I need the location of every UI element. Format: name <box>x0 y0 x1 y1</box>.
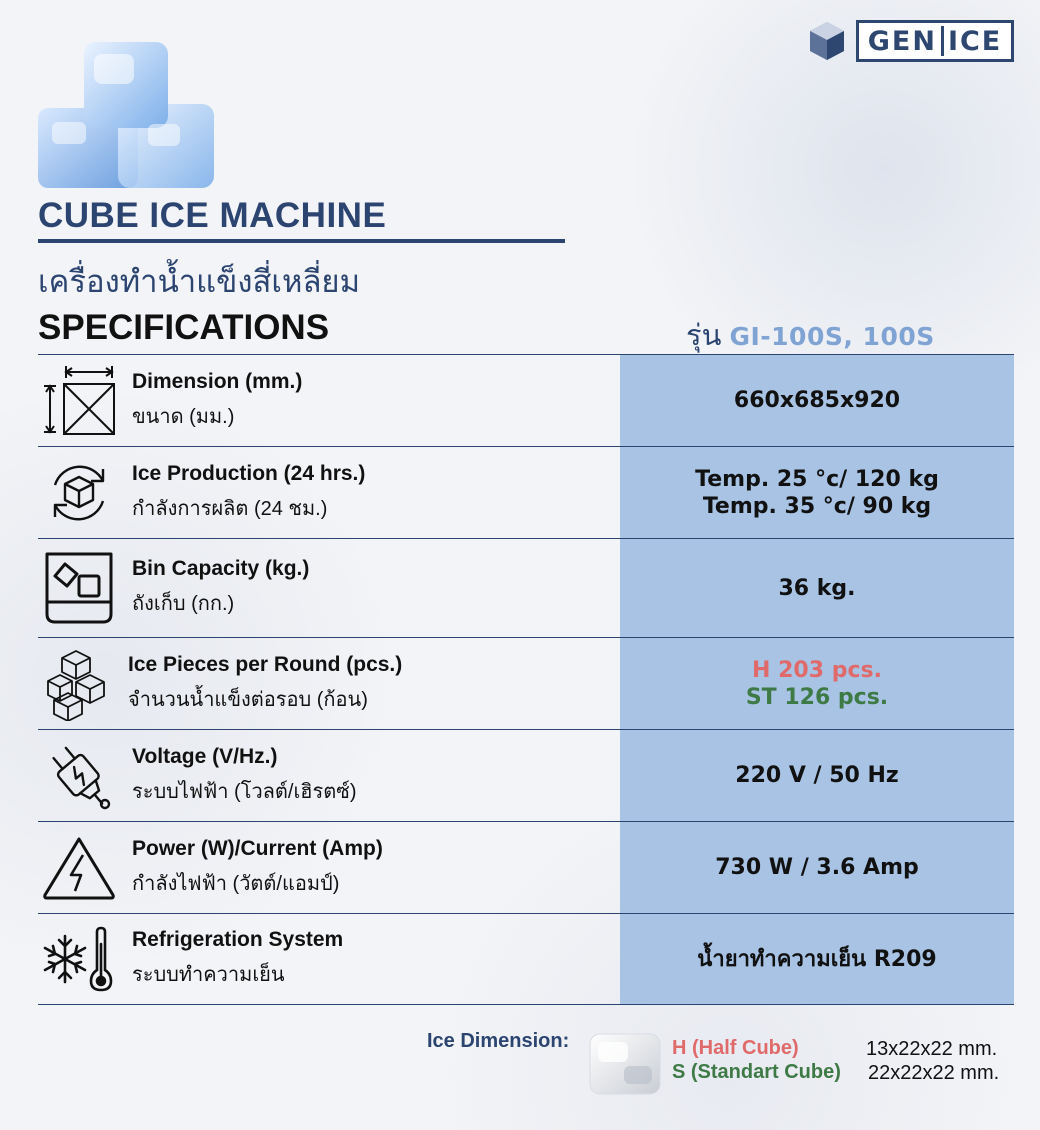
ice-cubes-icon <box>40 644 118 724</box>
spec-label-th: ขนาด (มม.) <box>132 405 235 428</box>
spec-label-en: Refrigeration System <box>132 928 344 951</box>
logo-text-ice: ICE <box>947 25 1003 57</box>
spec-label-th: กำลังไฟฟ้า (วัตต์/แอมป์) <box>132 872 340 895</box>
spec-value-half-cube: H 203 pcs. <box>752 657 882 683</box>
spec-row-power <box>38 821 1014 913</box>
spec-label-cell <box>38 355 620 446</box>
dimension-box-icon <box>40 361 118 441</box>
hexagon-cube-logo-icon <box>806 20 848 62</box>
spec-table <box>38 354 1014 1005</box>
spec-row-ice-production <box>38 446 1014 538</box>
spec-label-en: Ice Production (24 hrs.) <box>132 461 366 485</box>
spec-label-en: Power (W)/Current (Amp) <box>132 836 383 860</box>
logo-wordmark <box>856 20 1014 62</box>
high-voltage-icon <box>40 828 118 908</box>
spec-value: 220 V / 50 Hz <box>735 763 899 788</box>
model-number <box>686 312 935 358</box>
ice-bin-icon <box>40 548 118 628</box>
model-prefix: รุ่น <box>686 320 722 352</box>
spec-value-35c: Temp. 35 °c/ 90 kg <box>702 493 932 519</box>
title-underline <box>38 239 565 243</box>
spec-value-cell <box>620 914 1014 1004</box>
spec-value-cell <box>620 730 1014 821</box>
genice-logo <box>806 20 1014 62</box>
spec-label-th: ระบบไฟฟ้า (โวลต์/เฮิรตซ์) <box>132 780 357 803</box>
specifications-heading: SPECIFICATIONS <box>38 308 330 347</box>
ice-cycle-icon <box>40 453 118 533</box>
spec-value-25c: Temp. 25 °c/ 120 kg <box>695 466 939 492</box>
spec-label-en: Voltage (V/Hz.) <box>132 744 278 768</box>
spec-label-cell <box>38 914 620 1004</box>
half-cube-name: H (Half Cube) <box>672 1037 799 1059</box>
spec-value: 730 W / 3.6 Amp <box>715 855 919 880</box>
spec-row-bin-capacity <box>38 538 1014 637</box>
spec-row-dimension <box>38 354 1014 446</box>
spec-value-cell <box>620 822 1014 913</box>
spec-label-th: ระบบทำความเย็น <box>132 964 285 986</box>
spec-label-th: จำนวนน้ำแข็งต่อรอบ (ก้อน) <box>128 688 368 711</box>
spec-row-ice-pieces <box>38 637 1014 729</box>
spec-value-cell <box>620 355 1014 446</box>
spec-label-cell <box>38 730 620 821</box>
spec-value-cell <box>620 638 1014 729</box>
ice-cube-photo <box>584 1028 666 1098</box>
spec-label-th: ถังเก็บ (กก.) <box>132 593 235 615</box>
spec-label-en: Bin Capacity (kg.) <box>132 557 310 580</box>
ice-dimension-label: Ice Dimension: <box>427 1030 570 1052</box>
spec-row-voltage <box>38 729 1014 821</box>
spec-value: น้ำยาทำความเย็น R209 <box>697 946 937 972</box>
spec-label-cell <box>38 539 620 637</box>
spec-value: 660x685x920 <box>733 388 901 413</box>
model-code: GI-100S, 100S <box>729 322 935 351</box>
logo-text-gen: GEN <box>867 25 937 57</box>
spec-value-cell <box>620 447 1014 538</box>
snowflake-thermometer-icon <box>40 919 118 999</box>
page-subtitle-thai: เครื่องทำน้ำแข็งสี่เหลี่ยม <box>38 264 361 299</box>
spec-value-cell <box>620 539 1014 637</box>
ice-cubes-image <box>38 38 214 188</box>
page-title: CUBE ICE MACHINE <box>38 196 387 235</box>
half-cube-dimension: 13x22x22 mm. <box>866 1038 998 1060</box>
power-plug-icon <box>40 736 118 816</box>
spec-label-cell <box>38 822 620 913</box>
spec-label-cell <box>38 638 620 729</box>
spec-value-standard-cube: ST 126 pcs. <box>745 684 889 710</box>
standard-cube-name: S (Standart Cube) <box>672 1061 841 1083</box>
spec-label-en: Ice Pieces per Round (pcs.) <box>128 652 403 676</box>
spec-row-refrigeration <box>38 913 1014 1005</box>
standard-cube-dimension: 22x22x22 mm. <box>868 1062 1000 1084</box>
spec-value: 36 kg. <box>778 575 856 601</box>
spec-label-th: กำลังการผลิต (24 ชม.) <box>132 497 328 520</box>
spec-label-cell <box>38 447 620 538</box>
spec-label-en: Dimension (mm.) <box>132 369 303 393</box>
